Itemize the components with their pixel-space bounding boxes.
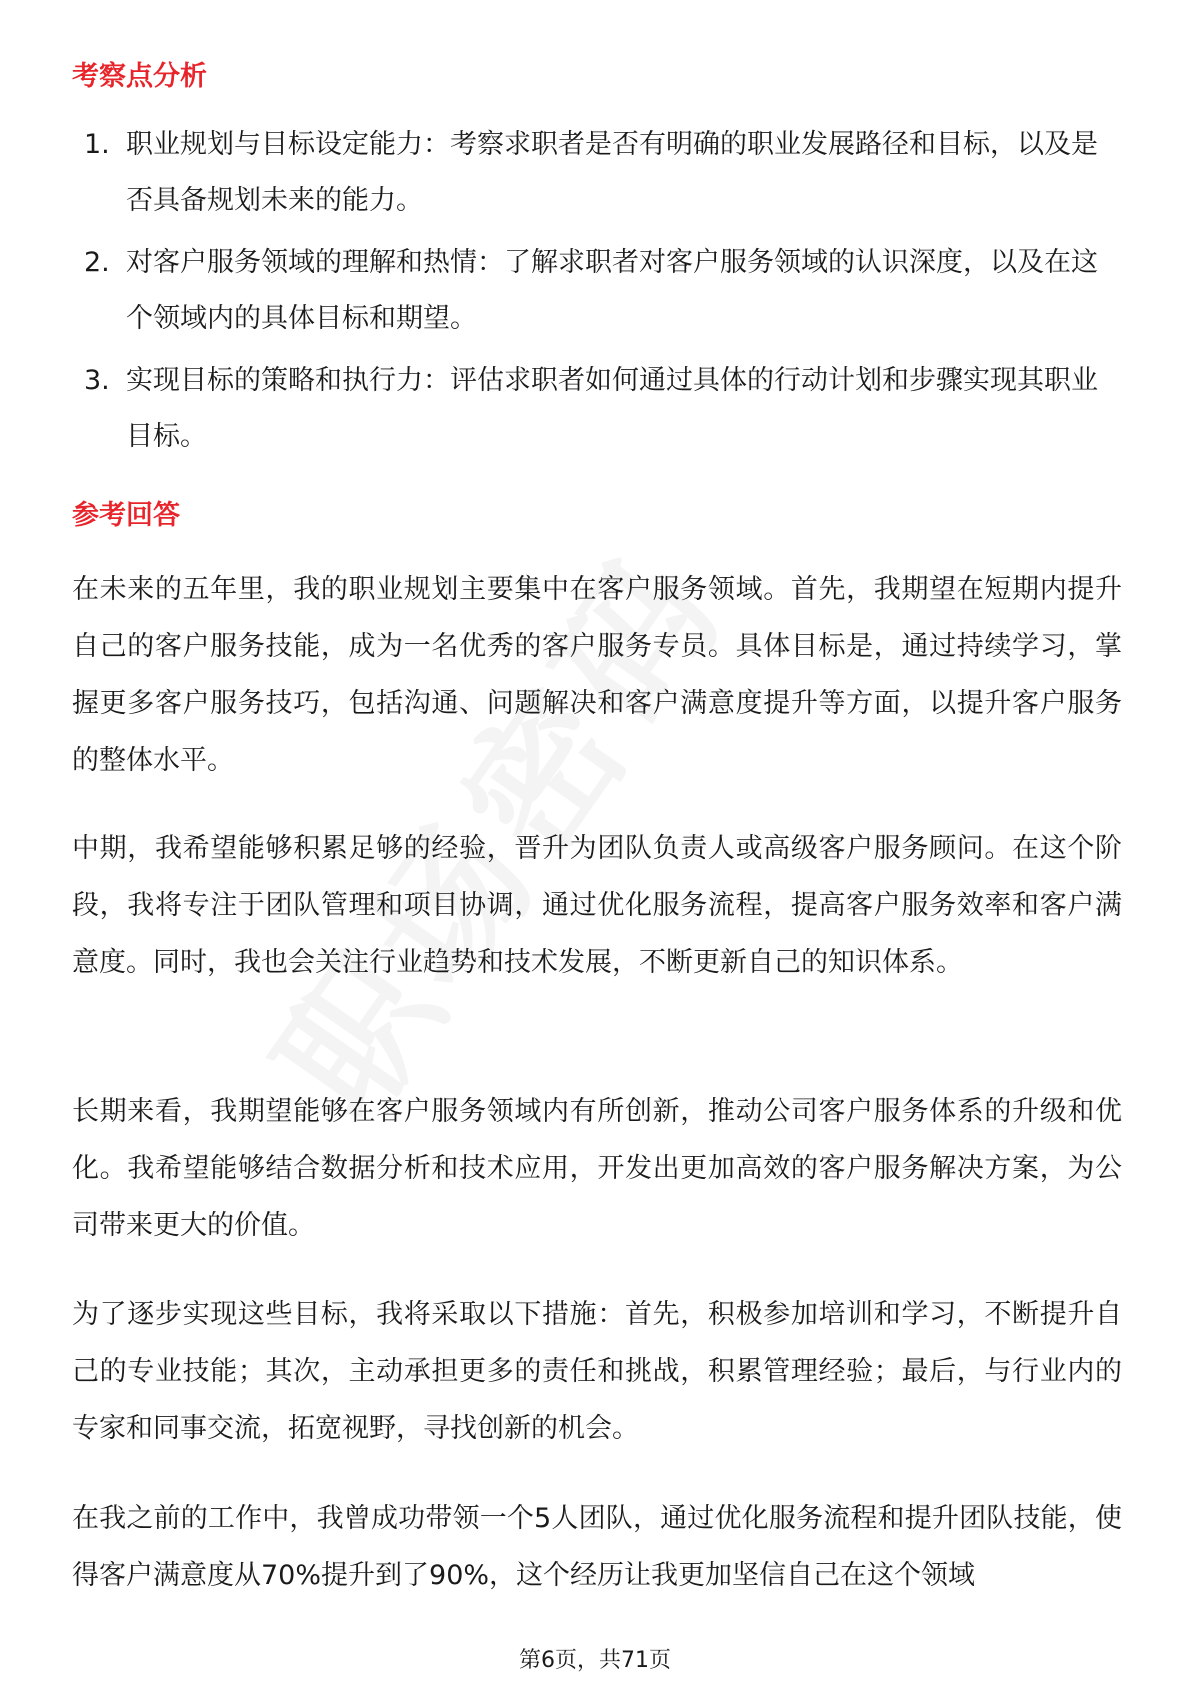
- list-item: [84, 353, 1124, 465]
- answer-paragraph: 中期，我希望能够积累足够的经验，晋升为团队负责人或高级客户服务顾问。在这个阶段，我将专注于团队管理和项目协调，通过优化服务流程，提高客户服务效率和客户满意度。同时，我也会关注行业趋势和技术发展，不断更新自己的知识体系。: [72, 833, 1122, 978]
- section-title-answer: 参考回答: [72, 500, 180, 531]
- answer-paragraph: 长期来看，我期望能够在客户服务领域内有所创新，推动公司客户服务体系的升级和优化。我希望能够结合数据分析和技术应用，开发出更加高效的客户服务解决方案，为公司带来更大的价值。: [72, 1096, 1122, 1241]
- list-item-text: 职业规划与目标设定能力：考察求职者是否有明确的职业发展路径和目标，以及是否具备规划未来的能力。: [126, 129, 1098, 216]
- answer-paragraph: 为了逐步实现这些目标，我将采取以下措施：首先，积极参加培训和学习，不断提升自己的专业技能；其次，主动承担更多的责任和挑战，积累管理经验；最后，与行业内的专家和同事交流，拓宽视野，寻找创新的机会。: [72, 1299, 1122, 1444]
- list-item-number: 3.: [84, 365, 110, 396]
- list-item-number: 2.: [84, 247, 110, 278]
- answer-paragraph: 在我之前的工作中，我曾成功带领一个5人团队，通过优化服务流程和提升团队技能，使得客户满意度从70%提升到了90%，这个经历让我更加坚信自己在这个领域: [72, 1503, 1122, 1591]
- list-item-text: 实现目标的策略和执行力：评估求职者如何通过具体的行动计划和步骤实现其职业目标。: [126, 365, 1098, 452]
- list-item-number: 1.: [84, 129, 110, 160]
- analysis-list: [84, 117, 1124, 471]
- list-item-text: 对客户服务领域的理解和热情：了解求职者对客户服务领域的认识深度，以及在这个领域内的具体目标和期望。: [126, 247, 1098, 334]
- list-item: [84, 235, 1124, 347]
- answer-paragraph: 在未来的五年里，我的职业规划主要集中在客户服务领域。首先，我期望在短期内提升自己的客户服务技能，成为一名优秀的客户服务专员。具体目标是，通过持续学习，掌握更多客户服务技巧，包括沟通、问题解决和客户满意度提升等方面，以提升客户服务的整体水平。: [72, 574, 1122, 776]
- list-item: [84, 117, 1124, 229]
- section-title-analysis: 考察点分析: [72, 61, 207, 92]
- page-footer: 第6页，共71页: [519, 1648, 671, 1673]
